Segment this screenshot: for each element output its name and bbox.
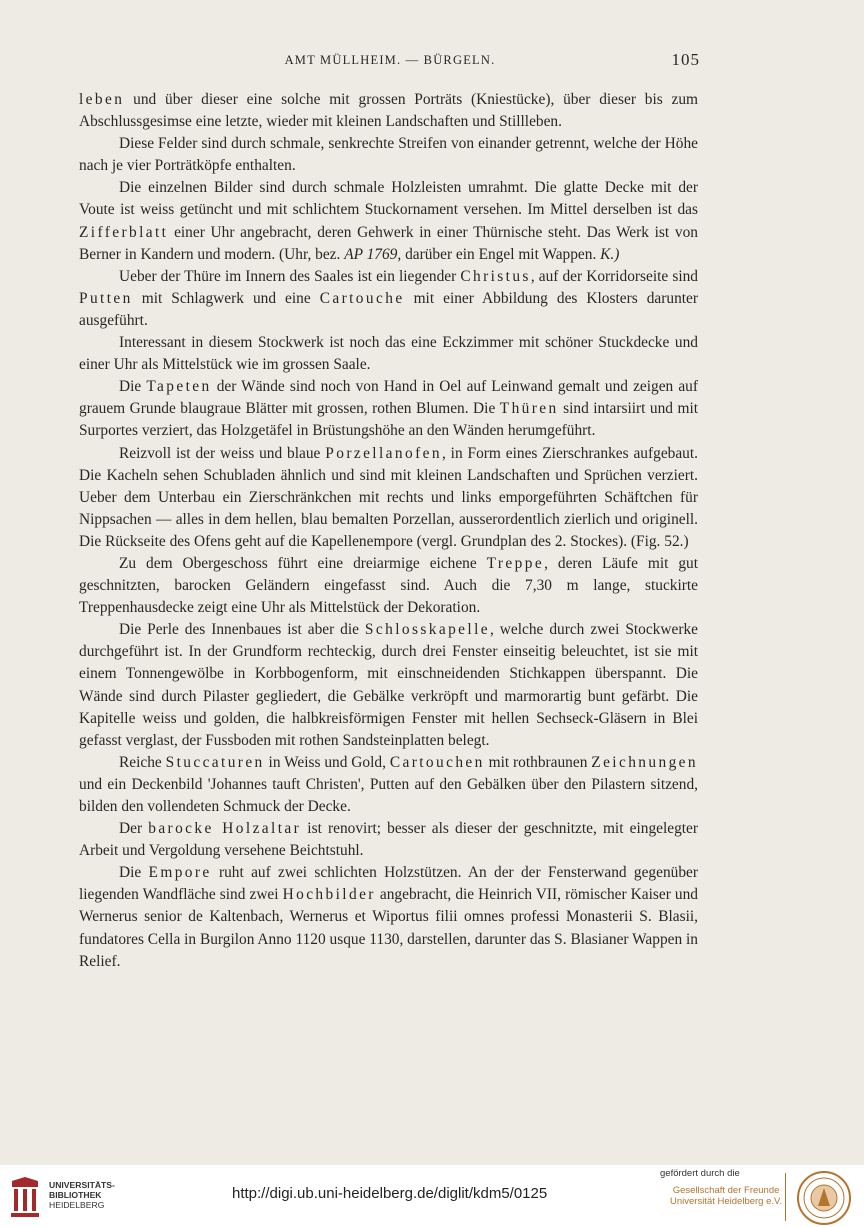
text-run: Reiche bbox=[119, 753, 166, 771]
sponsor-caption: gefördert durch die bbox=[660, 1168, 740, 1179]
text-run: mit einer Abbildung des Klosters darunter ausgeführt. bbox=[79, 289, 698, 329]
text-run: ruht auf zwei schlichten Holzstützen. An der der Fensterwand gegenüber liegenden Wandfläche sind zwei bbox=[79, 864, 698, 904]
spaced-term: Schlosskapelle bbox=[364, 621, 490, 639]
paragraph bbox=[79, 553, 698, 619]
spaced-term: leben bbox=[79, 91, 125, 108]
spaced-term: Putten bbox=[79, 289, 133, 307]
university-library-logo-icon[interactable] bbox=[8, 1175, 42, 1219]
university-seal-icon bbox=[796, 1170, 852, 1226]
library-name-line1: UNIVERSITÄTS- bbox=[49, 1180, 115, 1190]
text-run: der Wände sind noch von Hand in Oel auf Leinwand gemalt und zeigen auf grauem Grunde blaugraue Blätter mit grossen, rothen Blumen. Die bbox=[79, 378, 698, 418]
sponsor-name-line1: Gesellschaft der Freunde bbox=[672, 1185, 780, 1196]
paragraph bbox=[79, 89, 698, 133]
body-text bbox=[79, 89, 698, 973]
spaced-term: Zifferblatt bbox=[79, 223, 169, 241]
spaced-term: Porzellanofen bbox=[325, 444, 442, 462]
paragraph bbox=[79, 862, 698, 972]
spaced-term: Cartouchen bbox=[389, 753, 485, 771]
digital-copy-link[interactable]: http://digi.ub.uni-heidelberg.de/diglit/kdm5/0125 bbox=[232, 1185, 548, 1202]
text-run: mit Schlagwerk und eine bbox=[132, 289, 320, 307]
page-number: 105 bbox=[671, 50, 700, 69]
spaced-term: barocke Holzaltar bbox=[148, 820, 302, 838]
text-run: Die einzelnen Bilder sind durch schmale Holzleisten umrahmt. Die glatte Decke mit der Voute ist weiss getüncht und mit schlichtem Stuckornament versehen. Im Mittel derselben ist das bbox=[79, 179, 698, 219]
text-run: sind intarsiirt und mit Surportes verziert, das Holzgetäfel in Brüstungshöhe an den Wänden herumgeführt. bbox=[79, 400, 698, 440]
library-name bbox=[49, 1180, 115, 1210]
spaced-term: Tapeten bbox=[146, 378, 212, 396]
text-run: Die bbox=[119, 378, 147, 396]
text-run: Interessant in diesem Stockwerk ist noch das eine Eckzimmer mit schöner Stuckdecke und einer Uhr als Mittelstück wie im grossen Saale. bbox=[79, 334, 698, 374]
paragraph bbox=[79, 376, 698, 442]
library-name-line3: HEIDELBERG bbox=[49, 1200, 105, 1210]
text-run: Die bbox=[119, 864, 149, 882]
spaced-term: Cartouche bbox=[319, 289, 405, 307]
text-run: Diese Felder sind durch schmale, senkrechte Streifen von einander getrennt, welche der Höhe nach je vier Porträtköpfe enthalten. bbox=[79, 135, 698, 175]
sponsor-name-line2: Universität Heidelberg e.V. bbox=[670, 1196, 783, 1207]
running-title: AMT MÜLLHEIM. — BÜRGELN. bbox=[284, 53, 496, 67]
text-run: , deren Läufe mit gut geschnitzten, barocken Geländern eingefasst sind. Auch die 7,30 m lange, stuckirte Treppenhausdecke zeigt eine Uhr als Mittelstück der Dekoration. bbox=[79, 554, 698, 617]
italic-note: K.) bbox=[600, 245, 620, 263]
paragraph bbox=[79, 443, 698, 553]
text-run: in Weiss und Gold, bbox=[264, 753, 390, 771]
text-run: darüber ein Engel mit Wappen. bbox=[401, 245, 601, 263]
spaced-term: Treppe bbox=[486, 554, 545, 572]
paragraph bbox=[79, 752, 698, 818]
text-run: und über dieser eine solche mit grossen Porträts (Kniestücke), über dieser bis zum Abschlussgesimse eine letzte, wieder mit kleinen Landschaften und Stillleben. bbox=[79, 91, 698, 131]
paragraph bbox=[79, 133, 698, 177]
paragraph bbox=[79, 266, 698, 332]
page-header bbox=[80, 50, 700, 72]
spaced-term: Christus bbox=[460, 267, 531, 285]
sponsor-divider bbox=[785, 1173, 786, 1221]
text-run: mit rothbraunen bbox=[484, 753, 592, 771]
text-run: , welche durch zwei Stockwerke durchgeführt ist. In der Grundform rechteckig, durch drei Fenster einseitig beleuchtet, ist sie mit einem Tonnengewölbe in Korbbogenform, mit einschneidenden Stichkappen überspannt. Die Wände sind durch Pilaster gegliedert, die Gebälke verkröpft und marmorartig bunt gefärbt. Die Kapitelle weiss und golden, die halbkreisförmigen Fenster mit hellen Sechseck-Gläsern in Blei gefasst verglast, der Fussboden mit rothen Sandsteinplatten belegt. bbox=[79, 621, 698, 749]
text-run: ist renovirt; besser als dieser der geschnitzte, mit eingelegter Arbeit und Vergoldung versehene Beichtstuhl. bbox=[79, 820, 699, 860]
paragraph bbox=[79, 332, 698, 376]
spaced-term: Empore bbox=[148, 864, 212, 882]
text-run: und ein Deckenbild 'Johannes tauft Christen', Putten auf den Gebälken über den Pilastern sitzend, bilden den vollendeten Schmuck der Decke. bbox=[79, 775, 698, 815]
spaced-term: Zeichnungen bbox=[591, 753, 699, 771]
text-run: Reizvoll ist der weiss und blaue bbox=[119, 444, 326, 462]
text-run: Zu dem Obergeschoss führt eine dreiarmige eichene bbox=[119, 554, 487, 572]
footer-bar bbox=[0, 1165, 864, 1227]
spaced-term: Thüren bbox=[499, 400, 559, 418]
paragraph bbox=[79, 177, 698, 265]
italic-note: AP 1769, bbox=[344, 245, 402, 263]
text-run: angebracht, die Heinrich VII, römischer Kaiser und Wernerus senior de Kaltenbach, Wernerus et Wiportus filii omnes professi Monasterii S. Blasii, fundatores Cella in Burgilon Anno 1120 usque 1130, darstellen, darunter das S. Blasianer Wappen in Relief. bbox=[79, 886, 698, 970]
paragraph bbox=[79, 818, 698, 862]
text-run: Die Perle des Innenbaues ist aber die bbox=[119, 621, 365, 639]
library-name-line2: BIBLIOTHEK bbox=[49, 1190, 102, 1200]
text-run: einer Uhr angebracht, deren Gehwerk in einer Thürnische steht. Das Werk ist von Berner in Kandern und modern. (Uhr, bez. bbox=[79, 223, 698, 263]
spaced-term: Stuccaturen bbox=[165, 753, 265, 771]
text-run: Der bbox=[119, 820, 149, 838]
sponsor-name[interactable] bbox=[670, 1185, 782, 1207]
text-run: , in Form eines Zierschrankes aufgebaut. Die Kacheln sehen Schubladen ähnlich und sind mit kleinen Landschaften und Sprüchen verziert. Ueber dem Unterbau ein Zierschränkchen mit rechts und links emporgeführten Schäftchen für Nippsachen — alles in dem hellen, blau bemalten Porzellan, ausserordentlich zierlich und originell. Die Rückseite des Ofens geht auf die Kapellenempore (vergl. Grundplan des 2. Stockes). (Fig. 52.) bbox=[79, 444, 698, 550]
text-run: , auf der Korridorseite sind bbox=[530, 267, 698, 285]
text-run: Ueber der Thüre im Innern des Saales ist ein liegender bbox=[119, 267, 461, 285]
spaced-term: Hochbilder bbox=[282, 886, 376, 904]
paragraph bbox=[79, 619, 698, 752]
